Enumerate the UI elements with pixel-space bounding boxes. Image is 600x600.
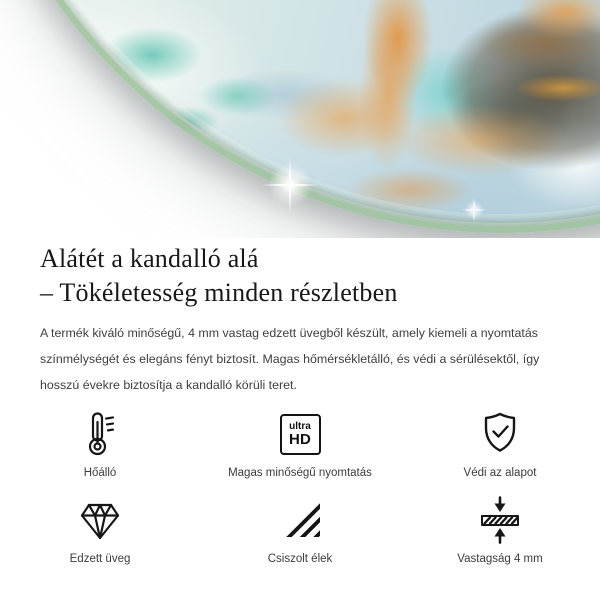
description-line: hosszú évekre biztosítja a kandalló körüli teret. [40, 378, 297, 392]
product-description [40, 320, 560, 398]
feature-label: Csiszolt élek [267, 553, 333, 565]
hero-product-image [0, 0, 600, 238]
feature-label: Védi az alapot [463, 467, 537, 479]
ultra-hd-icon: ultra HD [280, 410, 321, 458]
polished-edges-icon [280, 496, 320, 544]
feature-label: Vastagság 4 mm [457, 553, 543, 565]
feature-thickness [400, 496, 600, 566]
sparkle-glint-icon [262, 157, 318, 213]
description-line: A termék kiváló minőségű, 4 mm vastag edzett üvegből készült, amely kiemeli a nyomtatás [40, 326, 538, 340]
description-line: színmélységét és elegáns fényt biztosít. Magas hőmérsékletálló, és védi a sérülésektől, így [40, 352, 540, 366]
feature-label: Hőálló [83, 467, 117, 479]
diamond-icon [76, 496, 124, 544]
thermometer-icon [78, 410, 122, 458]
feature-ultra-hd-print [200, 410, 400, 480]
page-title [40, 242, 560, 310]
title-line-2: – Tökéletesség minden részletben [40, 278, 398, 307]
feature-heat-resistant [0, 410, 200, 480]
feature-label: Magas minőségű nyomtatás [228, 467, 372, 479]
feature-label: Edzett üveg [69, 553, 131, 565]
thickness-icon [478, 496, 522, 544]
product-info-section [0, 242, 600, 398]
feature-polished-edges [200, 496, 400, 566]
sparkle-glint-icon [462, 198, 486, 222]
feature-protects-base [400, 410, 600, 480]
features-grid [0, 410, 600, 566]
shield-check-icon [478, 410, 522, 458]
title-line-1: Alátét a kandalló alá [40, 244, 259, 273]
feature-tempered-glass [0, 496, 200, 566]
